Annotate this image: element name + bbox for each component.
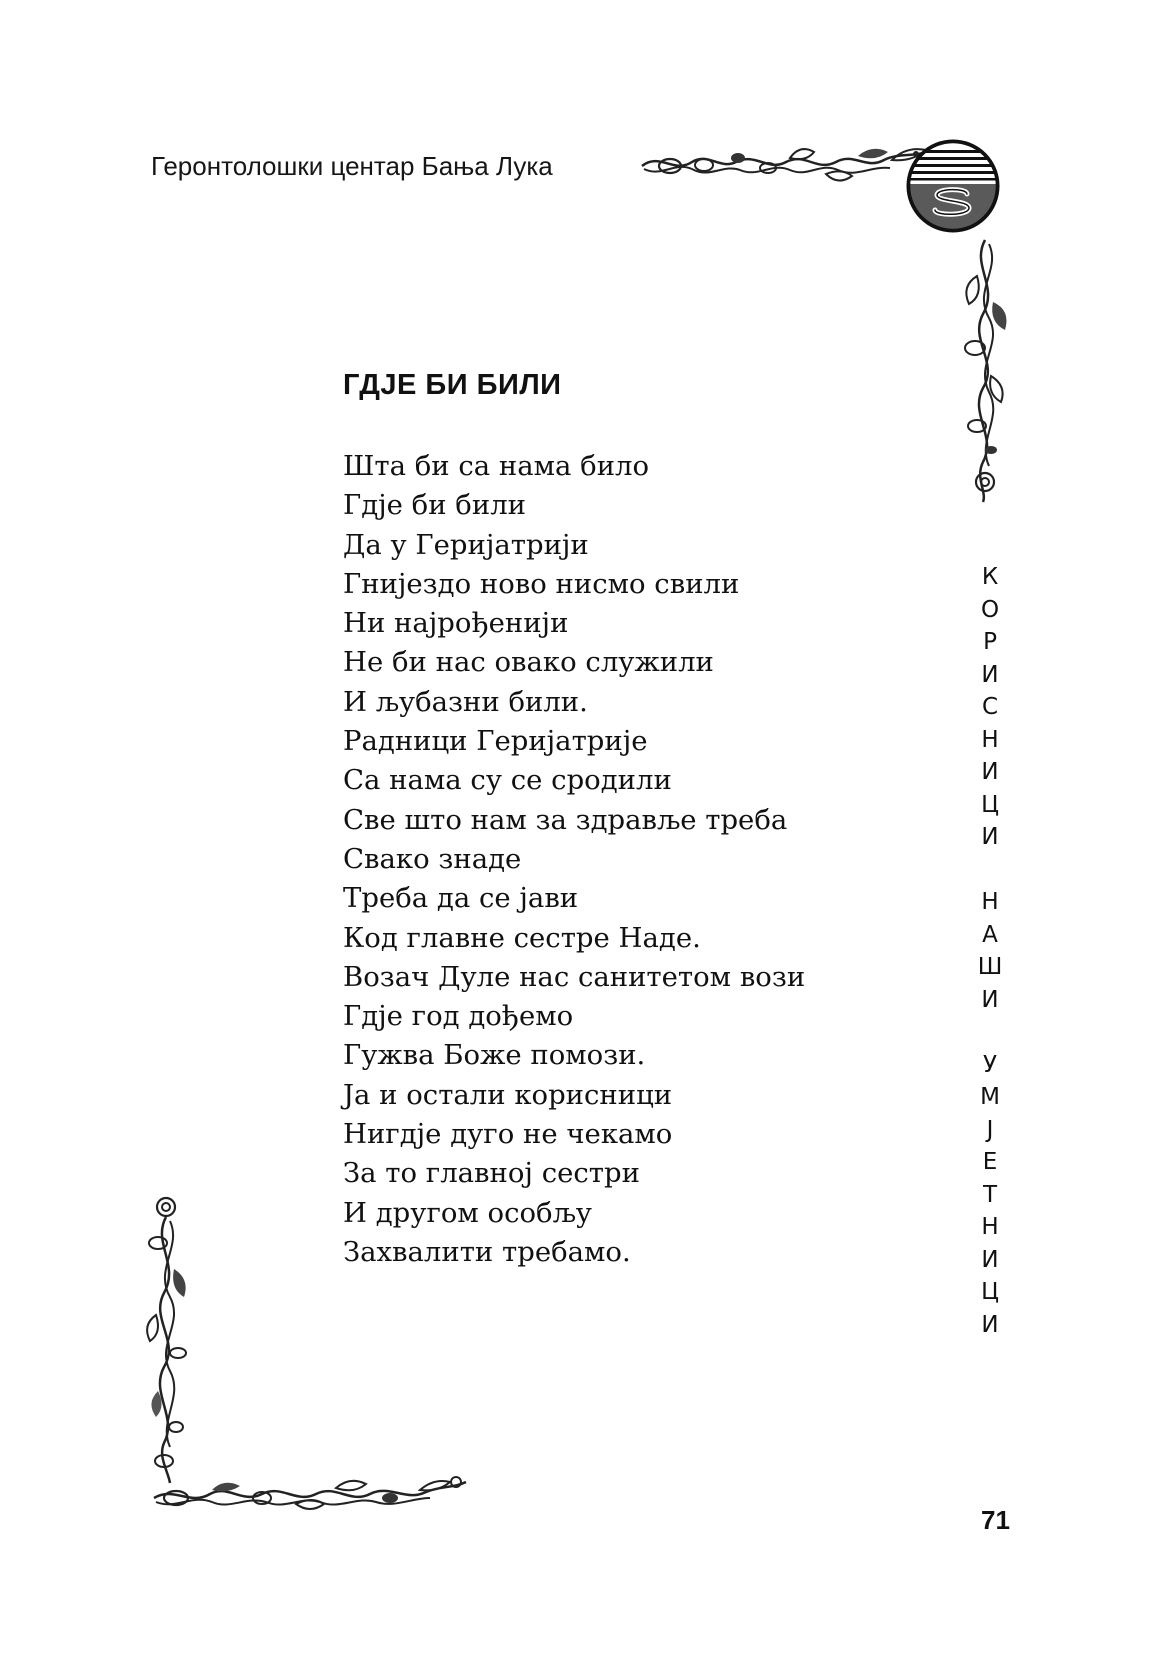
vertical-caption-letter: Ц (981, 1279, 999, 1305)
vertical-caption-letter: Н (981, 889, 999, 915)
poem-body (343, 447, 805, 1272)
vertical-caption-gap (968, 1016, 1012, 1049)
poem-line: Гдје год дођемо (343, 1000, 574, 1033)
page-number: 71 (981, 1505, 1010, 1535)
right-vine-ornament-icon (955, 236, 1015, 506)
poem-line: Возач Дуле нас санитетом вози (343, 960, 806, 993)
vertical-caption-letter: К (981, 564, 999, 590)
vertical-caption-letter: А (982, 921, 998, 948)
poem-line: Свако знаде (343, 842, 522, 875)
poem-line: И љубазни били. (343, 685, 588, 718)
poem-line: Да у Геријатрији (343, 528, 589, 561)
vertical-caption-letter: С (981, 694, 999, 720)
vertical-caption-gap (968, 854, 1012, 887)
stylized-s-emblem-icon (905, 138, 1001, 234)
poem-line: Не би нас овако служили (343, 646, 714, 679)
vertical-caption-letter: Ш (977, 954, 1003, 980)
poem-line: Ни најрођенији (343, 607, 569, 640)
vertical-caption-letter: М (980, 1084, 1000, 1110)
vertical-caption-letter: И (981, 1246, 999, 1273)
vertical-caption-letter: Р (983, 629, 997, 655)
vertical-side-caption (968, 561, 1012, 1341)
poem-line: Треба да се јави (343, 882, 579, 915)
vertical-caption-letter: Т (982, 1181, 998, 1208)
poem-title: ГДЈЕ БИ БИЛИ (343, 369, 562, 401)
poem-line: Код главне сестре Наде. (343, 921, 701, 954)
poem-line: Све што нам за здравље треба (343, 803, 788, 836)
vertical-caption-letter: И (981, 824, 999, 850)
vertical-caption-letter: Н (981, 726, 999, 753)
vertical-caption-letter: Ц (981, 791, 999, 818)
vertical-caption-letter: И (981, 661, 999, 688)
vertical-caption-letter: О (980, 596, 1000, 623)
poem-line: Радници Геријатрије (343, 725, 648, 758)
bottom-vine-ornament-icon (150, 1468, 470, 1518)
vertical-caption-letter: Н (981, 1214, 999, 1240)
vertical-caption-letter: Е (982, 1149, 998, 1175)
poem-line: И другом особљу (343, 1196, 592, 1229)
poem-line: Шта би са нама било (343, 450, 650, 482)
poem-line: Захвалити требамо. (343, 1235, 631, 1268)
left-vine-ornament-icon (140, 1195, 200, 1485)
poem-line: Гдје би били (343, 489, 526, 522)
running-header: Геронтолошки центар Бања Лука (151, 151, 553, 181)
vertical-caption-letter: И (981, 1311, 999, 1338)
top-vine-ornament-icon (640, 138, 935, 193)
poem-line: За то главној сестри (343, 1157, 640, 1190)
poem-line: Ја и остали корисници (343, 1078, 673, 1111)
vertical-caption-letter: И (981, 986, 999, 1013)
poem-line: Гнијездо ново нисмо свили (343, 567, 740, 600)
poem-line: Нигдје дуго не чекамо (343, 1118, 673, 1151)
poem-line: Са нама су се сродили (343, 764, 672, 797)
vertical-caption-letter: И (981, 759, 999, 785)
vertical-caption-letter: Ј (986, 1116, 994, 1143)
vertical-caption-letter: У (982, 1051, 997, 1078)
poem-line: Гужва Боже помози. (343, 1039, 646, 1072)
